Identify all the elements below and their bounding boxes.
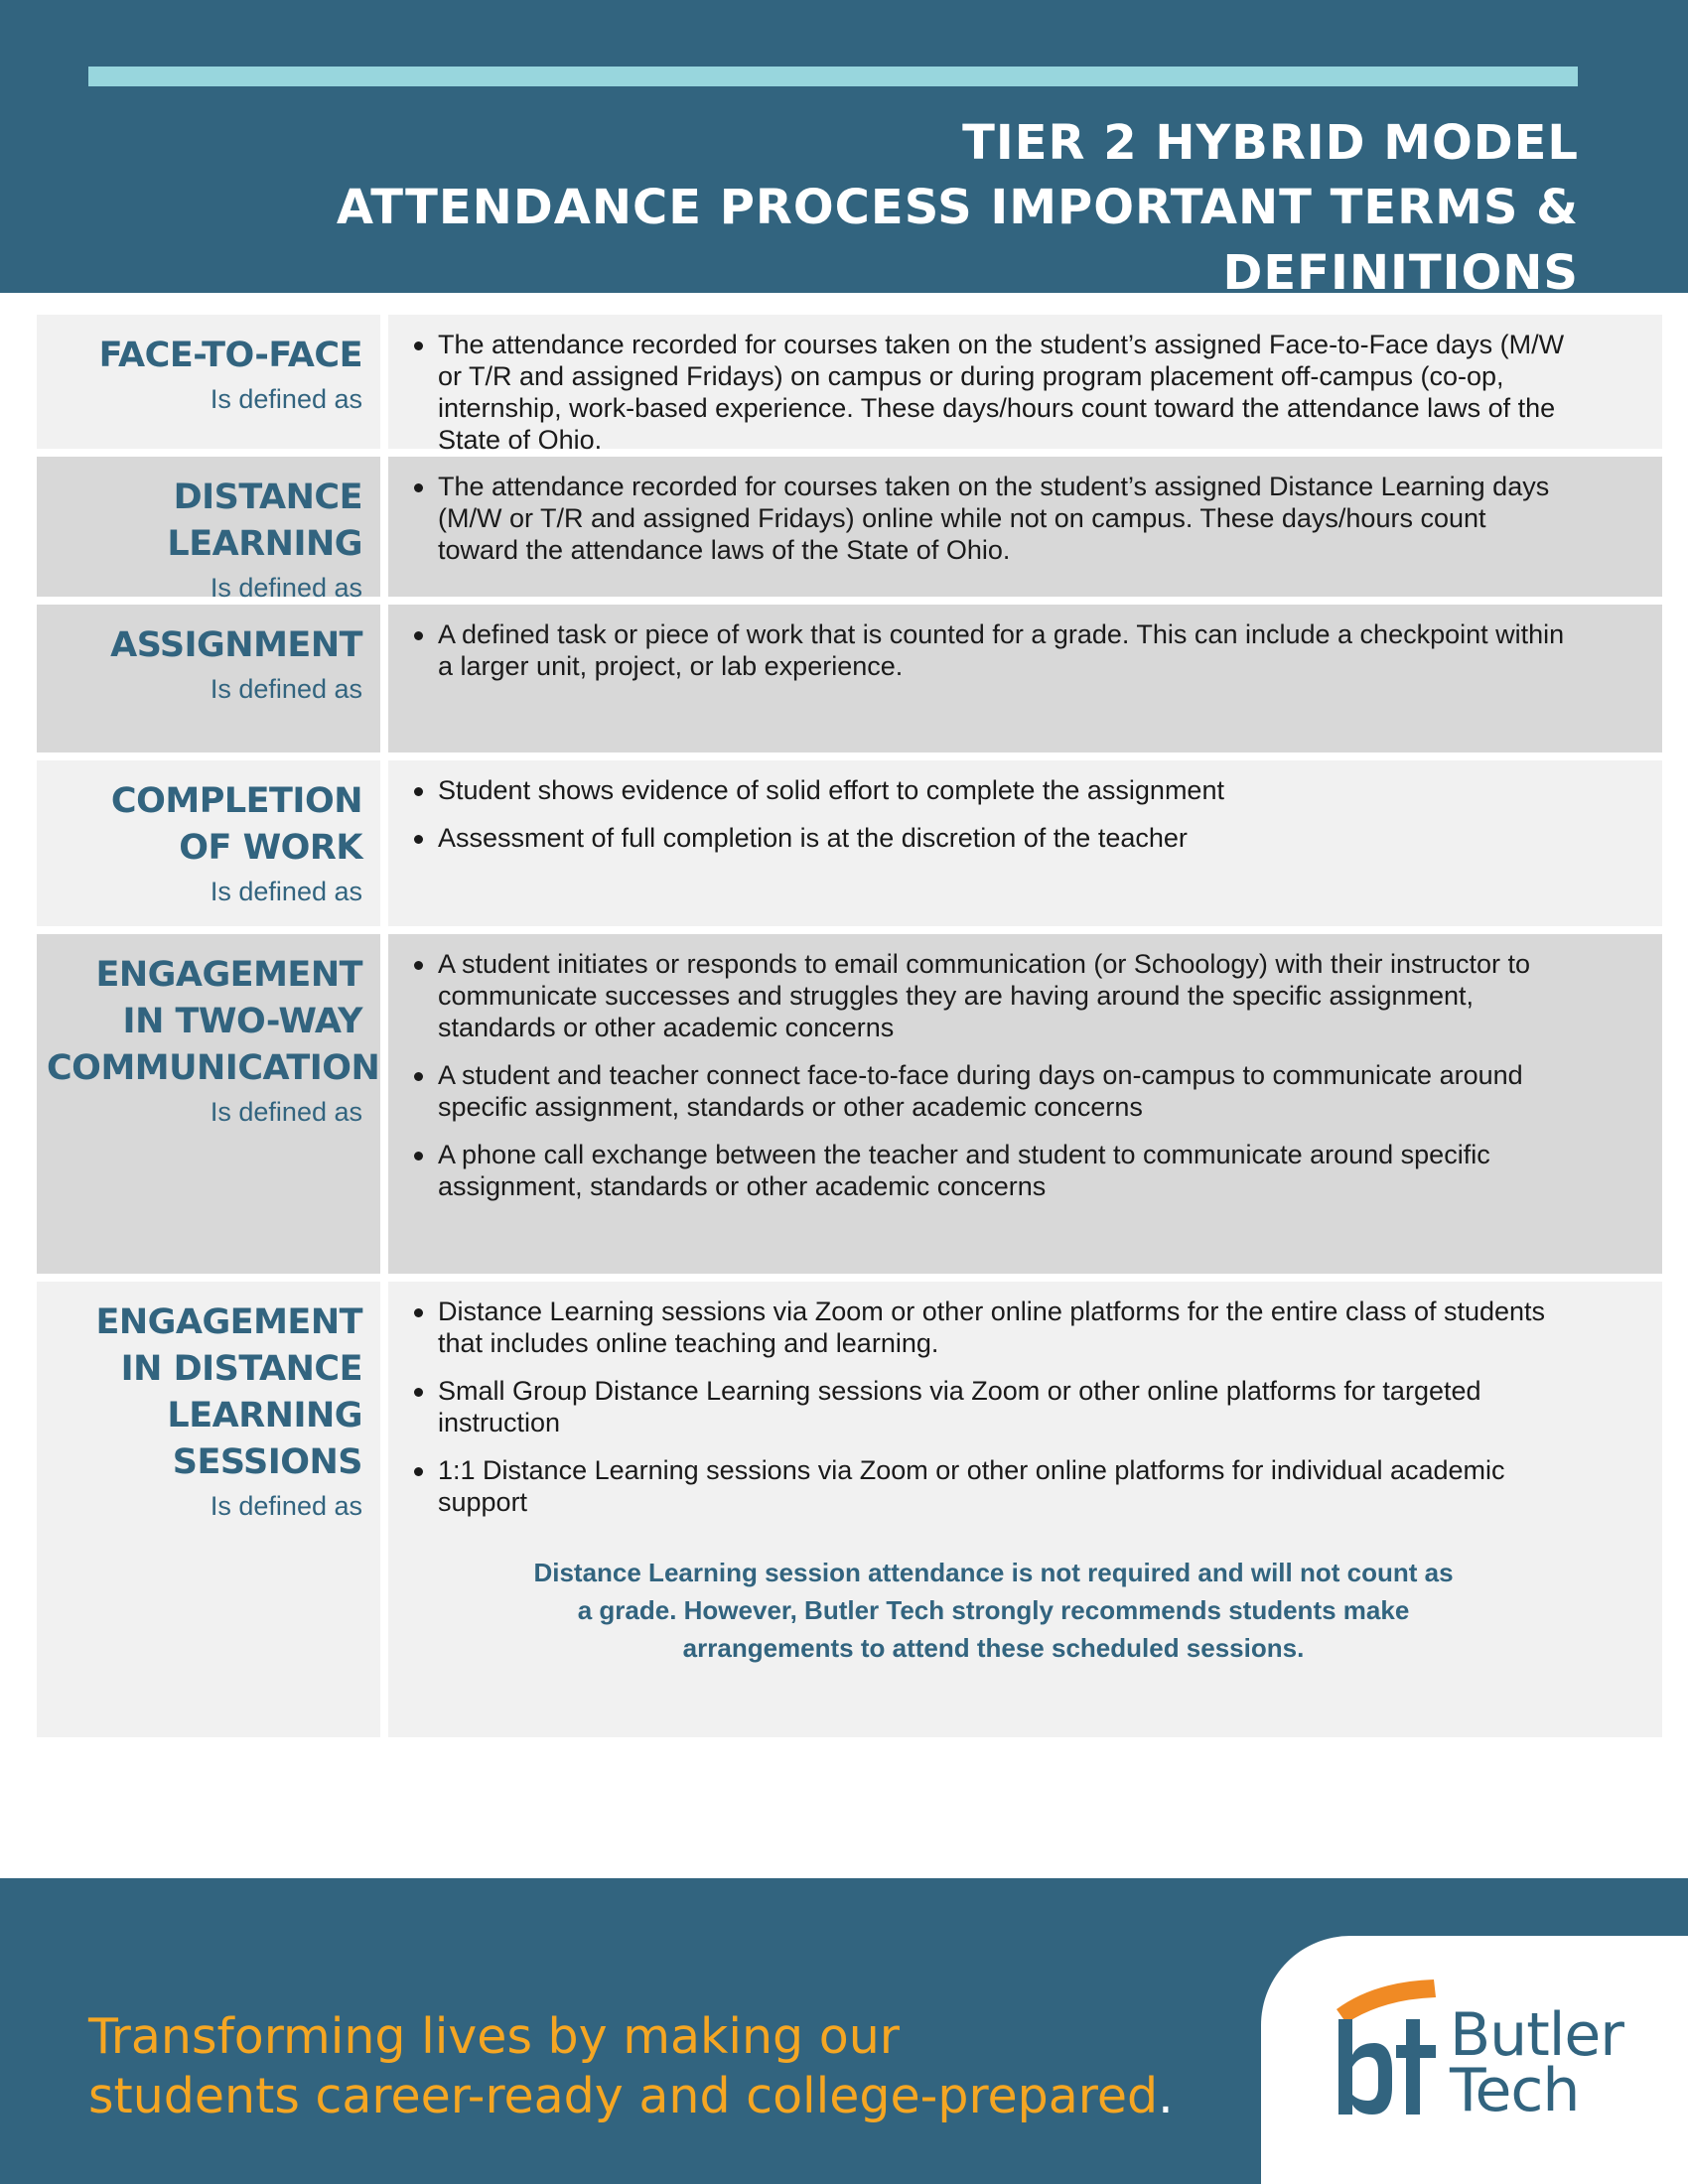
title-line-2: ATTENDANCE PROCESS IMPORTANT TERMS & DEFINITIONS bbox=[336, 180, 1579, 301]
butler-tech-logo bbox=[1261, 1936, 1688, 2184]
logo-swoosh bbox=[1336, 1979, 1436, 2023]
logo-t-stem bbox=[1406, 2019, 1420, 2115]
definition-bullet: A student initiates or responds to email communication (or Schoology) with their instructor to communicate successes and struggles they are having around the specific assignment, standards or other academic concerns bbox=[414, 948, 1573, 1043]
term-name: LEARNING bbox=[167, 1396, 362, 1435]
logo-wordmark bbox=[1450, 2000, 1623, 2125]
term-name: ENGAGEMENT bbox=[95, 1302, 362, 1342]
term-cell bbox=[37, 934, 380, 1274]
footer-banner bbox=[0, 1878, 1688, 2184]
definition-bullet: A defined task or piece of work that is counted for a grade. This can include a checkpoint within a larger unit, project, or lab experience. bbox=[414, 618, 1573, 682]
definition-bullet: The attendance recorded for courses taken on the student’s assigned Distance Learning days (M/W or T/R and assigned Fridays) online while not on campus. These days/hours count toward the attendance laws of the State of Ohio. bbox=[414, 471, 1573, 566]
logo-t-bar bbox=[1396, 2045, 1436, 2058]
term-defined-as: Is defined as bbox=[210, 674, 362, 704]
term-cell bbox=[37, 605, 380, 752]
term-name: FACE-TO-FACE bbox=[98, 336, 362, 375]
definition-cell bbox=[388, 760, 1662, 926]
definition-cell bbox=[388, 1282, 1662, 1737]
term-cell bbox=[37, 760, 380, 926]
tagline-line-2 bbox=[88, 2067, 1174, 2126]
tagline-line-1: Transforming lives by making our bbox=[88, 2008, 900, 2065]
definition-cell bbox=[388, 457, 1662, 597]
logo-b-bowl bbox=[1352, 2043, 1392, 2115]
term-name: COMMUNICATION bbox=[47, 1048, 380, 1088]
definition-bullet: A phone call exchange between the teacher and student to communicate around specific assignment, standards or other academic concerns bbox=[414, 1139, 1573, 1202]
definition-cell bbox=[388, 605, 1662, 752]
definition-bullet: A student and teacher connect face-to-face during days on-campus to communicate around specific assignment, standards or other academic concerns bbox=[414, 1059, 1573, 1123]
term-defined-as: Is defined as bbox=[210, 573, 362, 603]
term-name: OF WORK bbox=[179, 828, 362, 868]
bt-logo-icon bbox=[1335, 1976, 1444, 2124]
term-name: ASSIGNMENT bbox=[110, 625, 362, 665]
definition-bullet: Assessment of full completion is at the discretion of the teacher bbox=[414, 822, 1573, 854]
definition-bullet: The attendance recorded for courses taken on the student’s assigned Face-to-Face days (M/W or T/R and assigned Fridays) on campus or during program placement off-campus (co-op, internship, work-based experience. These days/hours count toward the attendance laws of the State of Ohio. bbox=[414, 329, 1573, 456]
definition-row-two-way-communication bbox=[37, 934, 1662, 1274]
term-name: LEARNING bbox=[167, 524, 362, 564]
definitions-table bbox=[37, 315, 1662, 1745]
term-cell bbox=[37, 315, 380, 449]
term-name: SESSIONS bbox=[172, 1442, 362, 1482]
definition-row-face-to-face bbox=[37, 315, 1662, 455]
definition-bullet: 1:1 Distance Learning sessions via Zoom or other online platforms for individual academic support bbox=[414, 1454, 1573, 1518]
term-name: IN DISTANCE bbox=[120, 1349, 362, 1389]
term-cell bbox=[37, 457, 380, 603]
definition-cell bbox=[388, 934, 1662, 1274]
definition-cell bbox=[388, 315, 1662, 455]
definition-bullet: Small Group Distance Learning sessions via Zoom or other online platforms for targeted instruction bbox=[414, 1375, 1573, 1438]
page-title bbox=[0, 111, 1579, 306]
tagline-line-2-text: students career-ready and college-prepared bbox=[88, 2068, 1159, 2124]
term-defined-as: Is defined as bbox=[210, 1491, 362, 1521]
term-name: DISTANCE bbox=[173, 478, 362, 517]
logo-name-line-1: Butler bbox=[1450, 2000, 1623, 2070]
header-rule bbox=[88, 67, 1578, 86]
definition-bullet: Student shows evidence of solid effort to complete the assignment bbox=[414, 774, 1573, 806]
definition-row-completion-of-work bbox=[37, 760, 1662, 926]
logo-b-stem bbox=[1338, 2019, 1352, 2115]
title-line-1: TIER 2 HYBRID MODEL bbox=[962, 115, 1579, 171]
term-cell bbox=[37, 1282, 380, 1737]
term-name: IN TWO-WAY bbox=[122, 1002, 362, 1041]
term-name: COMPLETION bbox=[110, 781, 362, 821]
definition-bullet: Distance Learning sessions via Zoom or other online platforms for the entire class of students that includes online teaching and learning. bbox=[414, 1296, 1573, 1359]
logo-name-line-2: Tech bbox=[1450, 2056, 1580, 2125]
term-defined-as: Is defined as bbox=[210, 877, 362, 906]
definition-row-assignment bbox=[37, 605, 1662, 752]
attendance-note: Distance Learning session attendance is not required and will not count as a grade. However, Butler Tech strongly recommends students make arrangements to attend these scheduled sessions. bbox=[533, 1558, 1454, 1663]
tagline bbox=[88, 2007, 1174, 2126]
term-defined-as: Is defined as bbox=[210, 384, 362, 414]
term-name: ENGAGEMENT bbox=[95, 955, 362, 995]
definition-row-distance-learning bbox=[37, 457, 1662, 603]
tagline-period: . bbox=[1158, 2068, 1174, 2124]
definition-row-distance-learning-sessions bbox=[37, 1282, 1662, 1737]
header-banner bbox=[0, 0, 1688, 301]
term-defined-as: Is defined as bbox=[210, 1097, 362, 1127]
